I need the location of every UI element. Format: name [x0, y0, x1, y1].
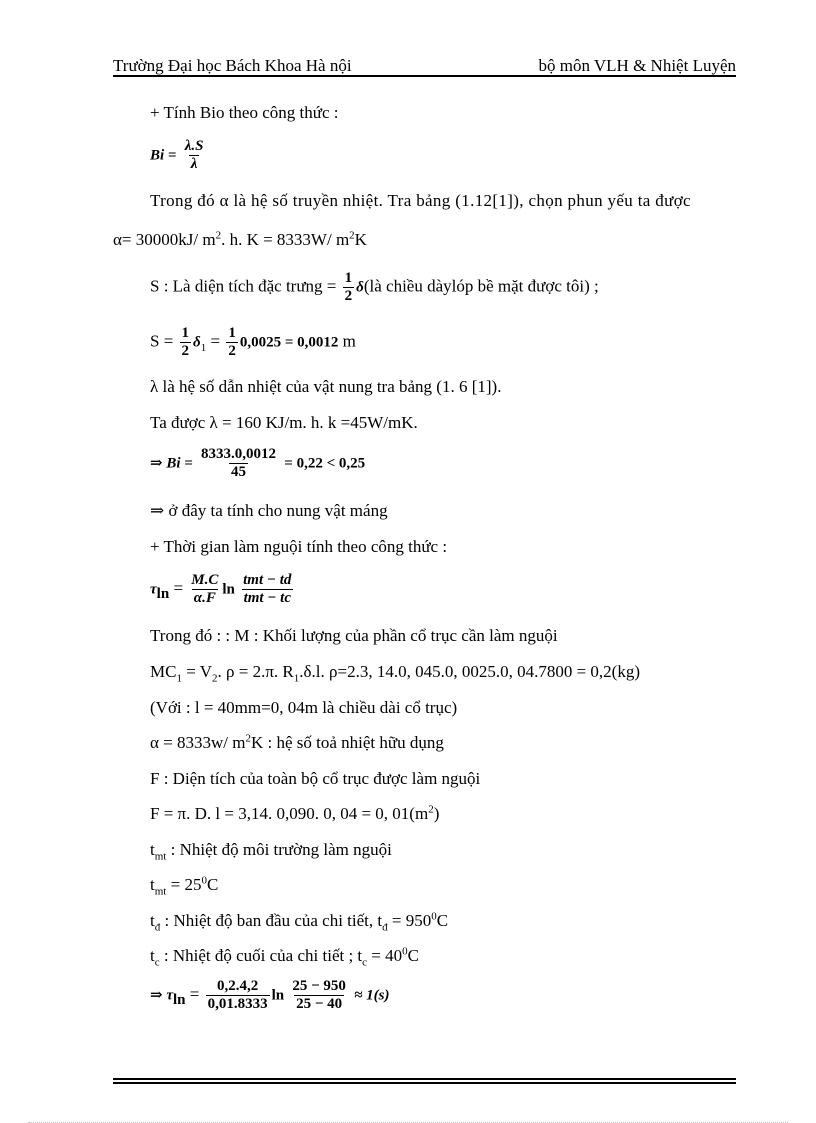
mc-d: .δ.l. ρ=2.3, 14.0, 045.0, 0025.0, 04.7800 = 0,2(kg)	[299, 662, 640, 681]
bi-formula	[150, 138, 207, 173]
td-t: t	[150, 911, 155, 930]
td-value: = 950	[387, 911, 432, 930]
bi-calc-lhs: ⇒ Bi =	[150, 455, 193, 472]
length-note-text: (Với : l = 40mm=0, 04m là chiều dài cổ trục)	[150, 698, 458, 717]
bi-calc-fraction	[199, 446, 278, 481]
alpha-value-part1: α= 30000kJ/ m	[113, 230, 216, 249]
htc-b: K : hệ số toả nhiệt hữu dụng	[250, 733, 444, 752]
tc-definition	[150, 945, 419, 969]
footer-rule-top	[113, 1078, 736, 1080]
mass-definition-text: Trong đó : : M : Khối lượng của phần cổ trục cần làm nguội	[150, 626, 558, 645]
tc-text: : Nhiệt độ cuối của chi tiết ; t	[159, 946, 363, 965]
mc-b: = V	[181, 662, 213, 681]
thin-object-note	[150, 501, 388, 521]
bi-calc-rhs: = 0,22 < 0,25	[284, 455, 366, 472]
tmtv-sub: mt	[154, 885, 167, 898]
ct-den2: tmt − tc	[243, 590, 291, 606]
cooling-time-formula	[150, 572, 295, 607]
area-definition	[150, 769, 480, 789]
tmtv-value: = 25	[166, 875, 202, 894]
ctr-num1: 0,2.4,2	[216, 978, 259, 994]
bi-fraction	[183, 138, 206, 173]
header-university: Trường Đại học Bách Khoa Hà nội	[113, 56, 352, 75]
s-definition	[150, 270, 599, 305]
ctr-den2: 25 − 40	[296, 996, 343, 1012]
td-sub2: đ	[382, 921, 388, 934]
tmtv-deg: 0	[201, 874, 207, 887]
bi-numerator: λ.S	[184, 138, 204, 154]
bi-calc-den: 45	[231, 464, 247, 480]
mass-calculation	[150, 662, 640, 685]
area-calc-b: )	[433, 804, 440, 823]
tc-deg: 0	[402, 945, 408, 958]
tc-t: t	[150, 946, 155, 965]
s-half1-den: 2	[181, 343, 190, 359]
bio-intro	[150, 103, 338, 123]
s-calc-sub: 1	[200, 341, 207, 354]
mc-sub3: 1	[293, 672, 300, 685]
header-rule	[113, 75, 736, 77]
lambda-value	[150, 413, 418, 433]
s-calc-half1	[180, 325, 192, 360]
alpha-value	[113, 230, 367, 250]
tmt-t: t	[150, 840, 155, 859]
area-sup: 2	[428, 803, 434, 816]
mc-c: . ρ = 2.π. R	[217, 662, 294, 681]
ctr-equals: =	[189, 984, 200, 1004]
tmt-sub: mt	[154, 850, 167, 863]
tmtv-c: C	[206, 875, 219, 894]
lambda-description-text: λ là hệ số dẫn nhiệt của vật nung tra bảng (1. 6 [1]).	[150, 377, 502, 396]
bi-denominator: λ	[190, 156, 198, 172]
td-sub: đ	[154, 921, 161, 934]
s-calc-half2	[226, 325, 238, 360]
htc-a: α = 8333w/ m	[150, 733, 246, 752]
half-num: 1	[344, 270, 353, 286]
sup-2b: 2	[349, 229, 355, 242]
mc-sub2: 2	[212, 672, 218, 685]
bi-calculation	[150, 446, 365, 481]
s-calculation	[150, 325, 356, 360]
htc-sup: 2	[245, 732, 251, 745]
sup-2: 2	[215, 229, 222, 242]
delta-symbol: δ	[356, 279, 364, 296]
area-calc-a: F = π. D. l = 3,14. 0,090. 0, 04 = 0, 01(m	[150, 804, 429, 823]
tmtv-t: t	[150, 875, 155, 894]
alpha-description-text: Trong đó α là hệ số truyền nhiệt. Tra bảng (1.12[1]), chọn phun yếu ta được	[150, 191, 691, 210]
alpha-value-part3: K	[354, 230, 367, 249]
tau-symbol: τ	[150, 581, 157, 598]
s-calc-result: 0,0025 = 0,0012	[239, 334, 339, 351]
cooling-time-intro	[150, 537, 447, 557]
tc-value: = 40	[367, 946, 403, 965]
s-half2-den: 2	[228, 343, 236, 359]
ct-fraction1	[189, 572, 220, 607]
s-half1-num: 1	[181, 325, 190, 341]
area-calculation	[150, 804, 439, 824]
header-department: bộ môn VLH & Nhiệt Luyện	[538, 56, 736, 75]
heat-transfer-coef	[150, 733, 444, 753]
tc-sub: c	[154, 956, 160, 969]
half-fraction	[343, 270, 355, 305]
tc-c: C	[407, 946, 419, 965]
ctr-lhs: ⇒ τ	[150, 987, 173, 1004]
s-definition-part1: S : Là diện tích đặc trưng =	[150, 276, 337, 296]
area-definition-text: F : Diện tích của toàn bộ cổ trục được làm nguội	[150, 769, 481, 788]
s-half2-num: 1	[228, 325, 236, 341]
ctr-ln: ln	[271, 987, 285, 1004]
cooling-time-text: + Thời gian làm nguội tính theo công thức :	[150, 537, 448, 556]
ctr-fraction1	[206, 978, 270, 1013]
ct-den1: α.F	[193, 590, 216, 606]
alpha-description	[150, 191, 742, 211]
ctr-sub: ln	[172, 991, 186, 1008]
td-deg: 0	[431, 910, 437, 923]
s-definition-part2: (là chiều dàylóp bề mặt được tôi) ;	[363, 276, 599, 296]
mass-definition	[150, 626, 558, 646]
cooling-time-result	[150, 978, 389, 1013]
length-note	[150, 698, 457, 718]
half-den: 2	[344, 288, 353, 304]
s-calc-unit: m	[342, 331, 356, 351]
bi-calc-num: 8333.0,0012	[201, 446, 277, 462]
ctr-fraction2	[290, 978, 348, 1013]
td-c: C	[436, 911, 449, 930]
ct-num1: M.C	[191, 572, 219, 588]
tc-sub2: c	[362, 956, 368, 969]
ct-ln: ln	[222, 581, 235, 598]
td-definition	[150, 910, 449, 934]
tmt-value	[150, 874, 219, 898]
s-calc-lhs: S =	[150, 331, 174, 351]
lambda-value-text: Ta được λ = 160 KJ/m. h. k =45W/mK.	[150, 413, 418, 432]
alpha-value-part2: . h. K = 8333W/ m	[221, 230, 350, 249]
td-text: : Nhiệt độ ban đầu của chi tiết, t	[160, 911, 383, 930]
tau-sub: ln	[156, 585, 170, 602]
lambda-description	[150, 377, 501, 397]
mc-sub1: 1	[176, 672, 182, 685]
ctr-rhs: ≈ 1(s)	[354, 987, 390, 1004]
thin-object-text: ⇒ ở đây ta tính cho nung vật máng	[150, 501, 388, 520]
ct-equals: =	[173, 578, 184, 598]
tmt-definition	[150, 840, 392, 863]
ct-fraction2	[241, 572, 293, 607]
tmt-def-text: : Nhiệt độ môi trường làm nguội	[166, 840, 392, 859]
s-calc-equals: =	[210, 331, 221, 351]
ctr-num2: 25 − 950	[292, 978, 346, 994]
s-calc-delta: δ	[193, 334, 201, 351]
bio-intro-text: + Tính Bio theo công thức :	[150, 103, 339, 122]
bi-lhs: Bi =	[150, 147, 177, 164]
mc-a: MC	[150, 662, 177, 681]
ctr-den1: 0,01.8333	[207, 996, 268, 1012]
ct-num2: tmt − td	[243, 572, 292, 588]
footer-rule-bottom	[113, 1082, 736, 1084]
